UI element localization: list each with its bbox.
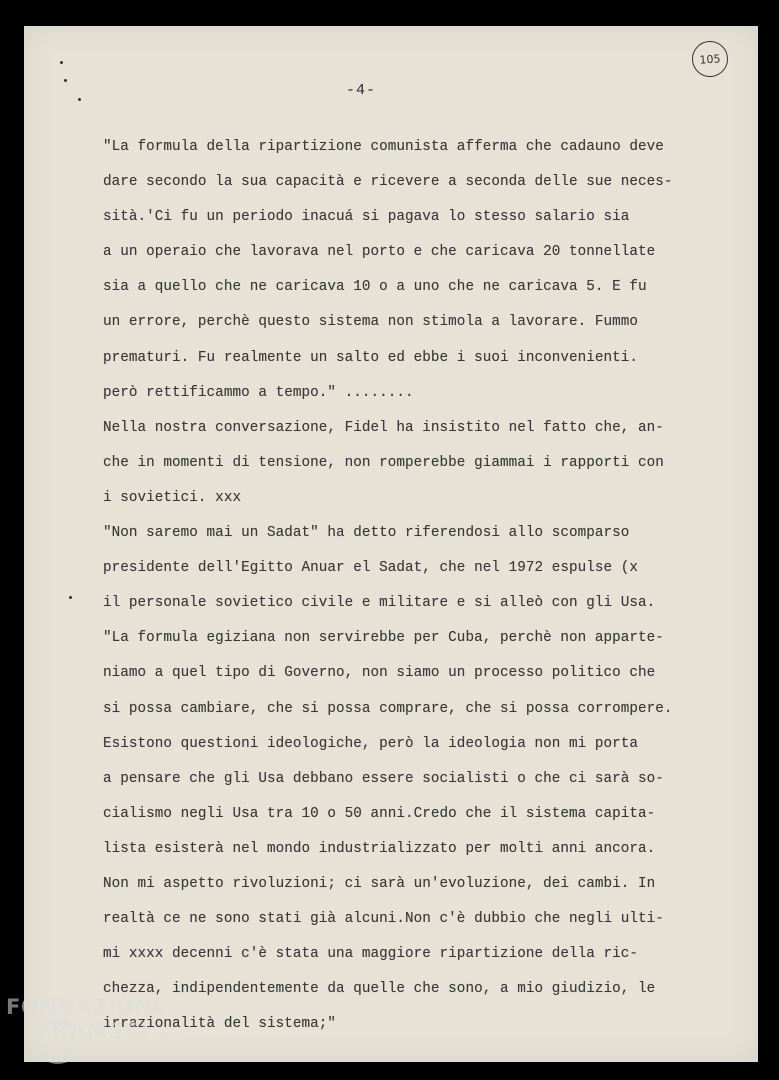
text-line: a un operaio che lavorava nel porto e che caricava 20 tonnellate (103, 244, 656, 261)
text-line: dare secondo la sua capacità e ricevere a seconda delle sue neces- (103, 174, 673, 191)
text-line: prematuri. Fu realmente un salto ed ebbe i suoi inconvenienti. (103, 349, 639, 366)
text-line: sità.'Ci fu un periodo inacuá si pagava lo stesso salario sia (103, 209, 630, 226)
text-line: sia a quello che ne caricava 10 o a uno che ne caricava 5. E fu (103, 279, 647, 296)
text-line: niamo a quel tipo di Governo, non siamo un processo politico che (103, 665, 656, 682)
margin-mark (78, 98, 81, 101)
text-line: Esistono questioni ideologiche, però la ideologia non mi porta (103, 735, 639, 752)
page-number: -4- (346, 82, 377, 99)
text-line: che in momenti di tensione, non romperebbe giammai i rapporti con (103, 454, 664, 471)
text-line: presidente dell'Egitto Anuar el Sadat, che nel 1972 espulse (x (103, 560, 639, 577)
text-line: i sovietici. xxx (103, 489, 242, 506)
watermark-suffix: onlus (153, 1031, 181, 1041)
text-line: mi xxxx decenni c'è stata una maggiore ripartizione della ric- (103, 946, 639, 963)
text-line: Non mi aspetto rivoluzioni; ci sarà un'evoluzione, dei cambi. In (103, 875, 656, 892)
text-line: irrazionalità del sistema;" (103, 1016, 336, 1033)
margin-mark (69, 596, 72, 599)
text-line: "La formula della ripartizione comunista afferma che cadauno deve (103, 139, 664, 155)
text-line: però rettificammo a tempo." ........ (103, 384, 414, 401)
margin-mark (60, 61, 63, 64)
text-line: si possa cambiare, che si possa comprare, che si possa corrompere. (103, 700, 673, 717)
text-line: "La formula egiziana non servirebbe per Cuba, perchè non apparte- (103, 630, 664, 647)
archive-number-stamp: 105 (691, 40, 729, 78)
margin-mark (64, 79, 67, 82)
fondazione-gramsci-watermark (6, 995, 180, 1048)
watermark-line1: FONDAZIONE (6, 995, 168, 1019)
text-line: il personale sovietico civile e militare e si alleò con gli Usa. (103, 595, 656, 612)
watermark-line2-text: RAMSCI (52, 1019, 150, 1043)
text-line: realtà ce ne sono stati già alcuni.Non c'è dubbio che negli ulti- (103, 911, 664, 928)
text-line: a pensare che gli Usa debbano essere socialisti o che ci sarà so- (103, 770, 664, 787)
text-line: cialismo negli Usa tra 10 o 50 anni.Credo che il sistema capita- (103, 805, 656, 822)
text-line: Nella nostra conversazione, Fidel ha insistito nel fatto che, an- (103, 419, 664, 436)
typewritten-page (24, 26, 758, 1062)
text-line: chezza, indipendentemente da quelle che sono, a mio giudizio, le (103, 981, 656, 998)
text-line: un errore, perchè questo sistema non stimola a lavorare. Fummo (103, 314, 639, 331)
text-line: lista esisterà nel mondo industrializzato per molti anni ancora. (103, 840, 656, 857)
watermark-line2 (6, 1019, 180, 1048)
text-line: "Non saremo mai un Sadat" ha detto riferendosi allo scomparso (103, 525, 630, 542)
body-text (103, 130, 743, 1042)
gramsci-logo-icon (34, 1017, 82, 1067)
